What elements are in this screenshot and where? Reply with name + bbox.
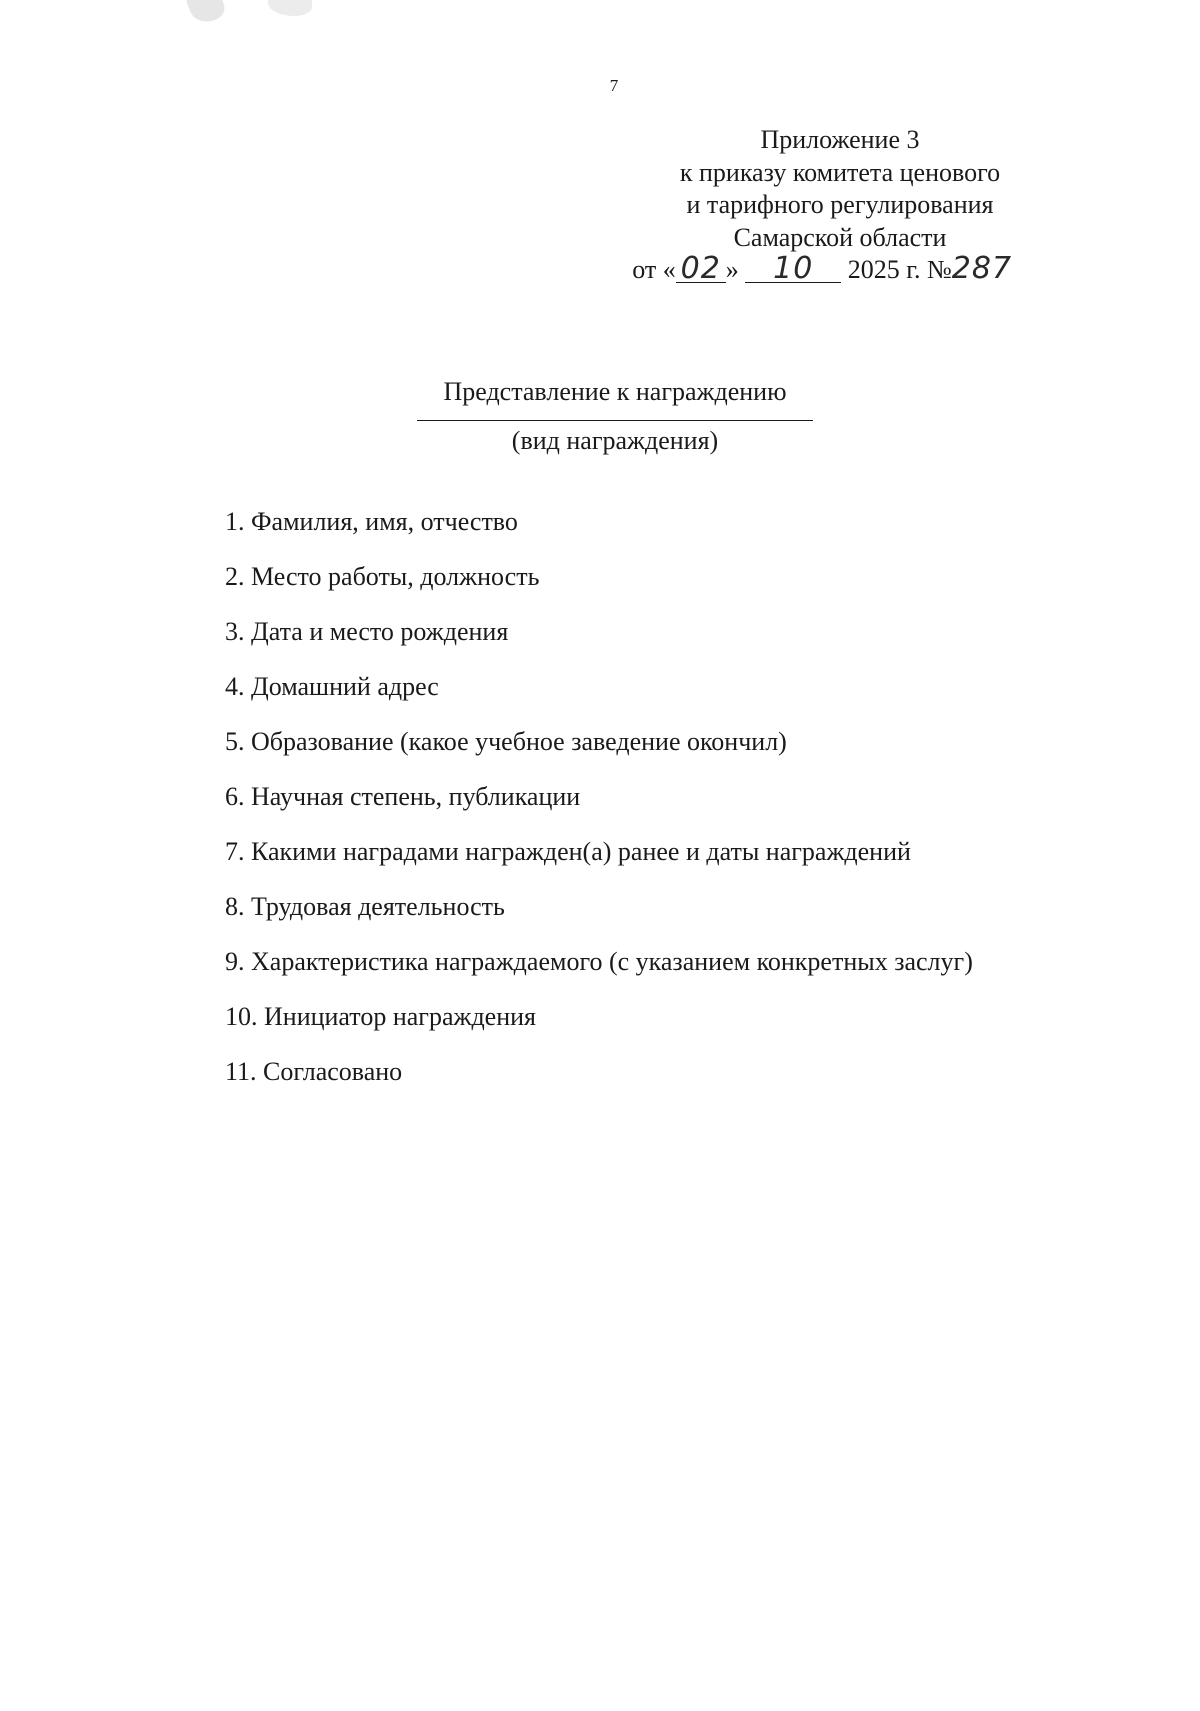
year-text: 2025 г. № — [847, 255, 952, 284]
handwritten-day: 02 — [676, 256, 726, 283]
list-item: 6. Научная степень, публикации — [225, 782, 581, 811]
scan-artifact — [268, 0, 312, 16]
date-quote-close: » — [725, 255, 739, 284]
form-title: Представление к награждению — [443, 377, 787, 406]
award-type-caption: (вид награждения) — [511, 426, 719, 455]
list-item: 9. Характеристика награждаемого (с указанием конкретных заслуг) — [225, 947, 973, 976]
list-item: 11. Согласовано — [225, 1057, 403, 1086]
handwritten-order-number: 287 — [951, 251, 1013, 286]
form-title-block — [400, 376, 830, 457]
appendix-header — [620, 124, 1060, 287]
list-item: 7. Какими наградами награжден(а) ранее и даты награждений — [225, 837, 911, 866]
date-prefix: от « — [632, 255, 676, 284]
appendix-title: Приложение 3 — [760, 125, 920, 154]
scan-artifact — [186, 0, 228, 27]
list-item: 2. Место работы, должность — [225, 562, 540, 591]
list-item: 10. Инициатор награждения — [225, 1002, 536, 1031]
award-type-blank-line — [417, 420, 813, 421]
list-item: 8. Трудовая деятельность — [225, 892, 505, 921]
order-date-line — [620, 251, 1060, 287]
handwritten-month: 10 — [745, 256, 841, 283]
appendix-line: Самарской области — [733, 222, 947, 252]
appendix-line: и тарифного регулирования — [686, 190, 994, 219]
appendix-line: к приказу комитета ценового — [679, 157, 1001, 187]
list-item: 1. Фамилия, имя, отчество — [225, 507, 518, 536]
list-item: 3. Дата и место рождения — [225, 617, 509, 646]
list-item: 4. Домашний адрес — [225, 672, 439, 701]
page-number: 7 — [609, 76, 619, 95]
form-field-list — [225, 506, 1125, 1111]
list-item: 5. Образование (какое учебное заведение окончил) — [225, 727, 787, 756]
